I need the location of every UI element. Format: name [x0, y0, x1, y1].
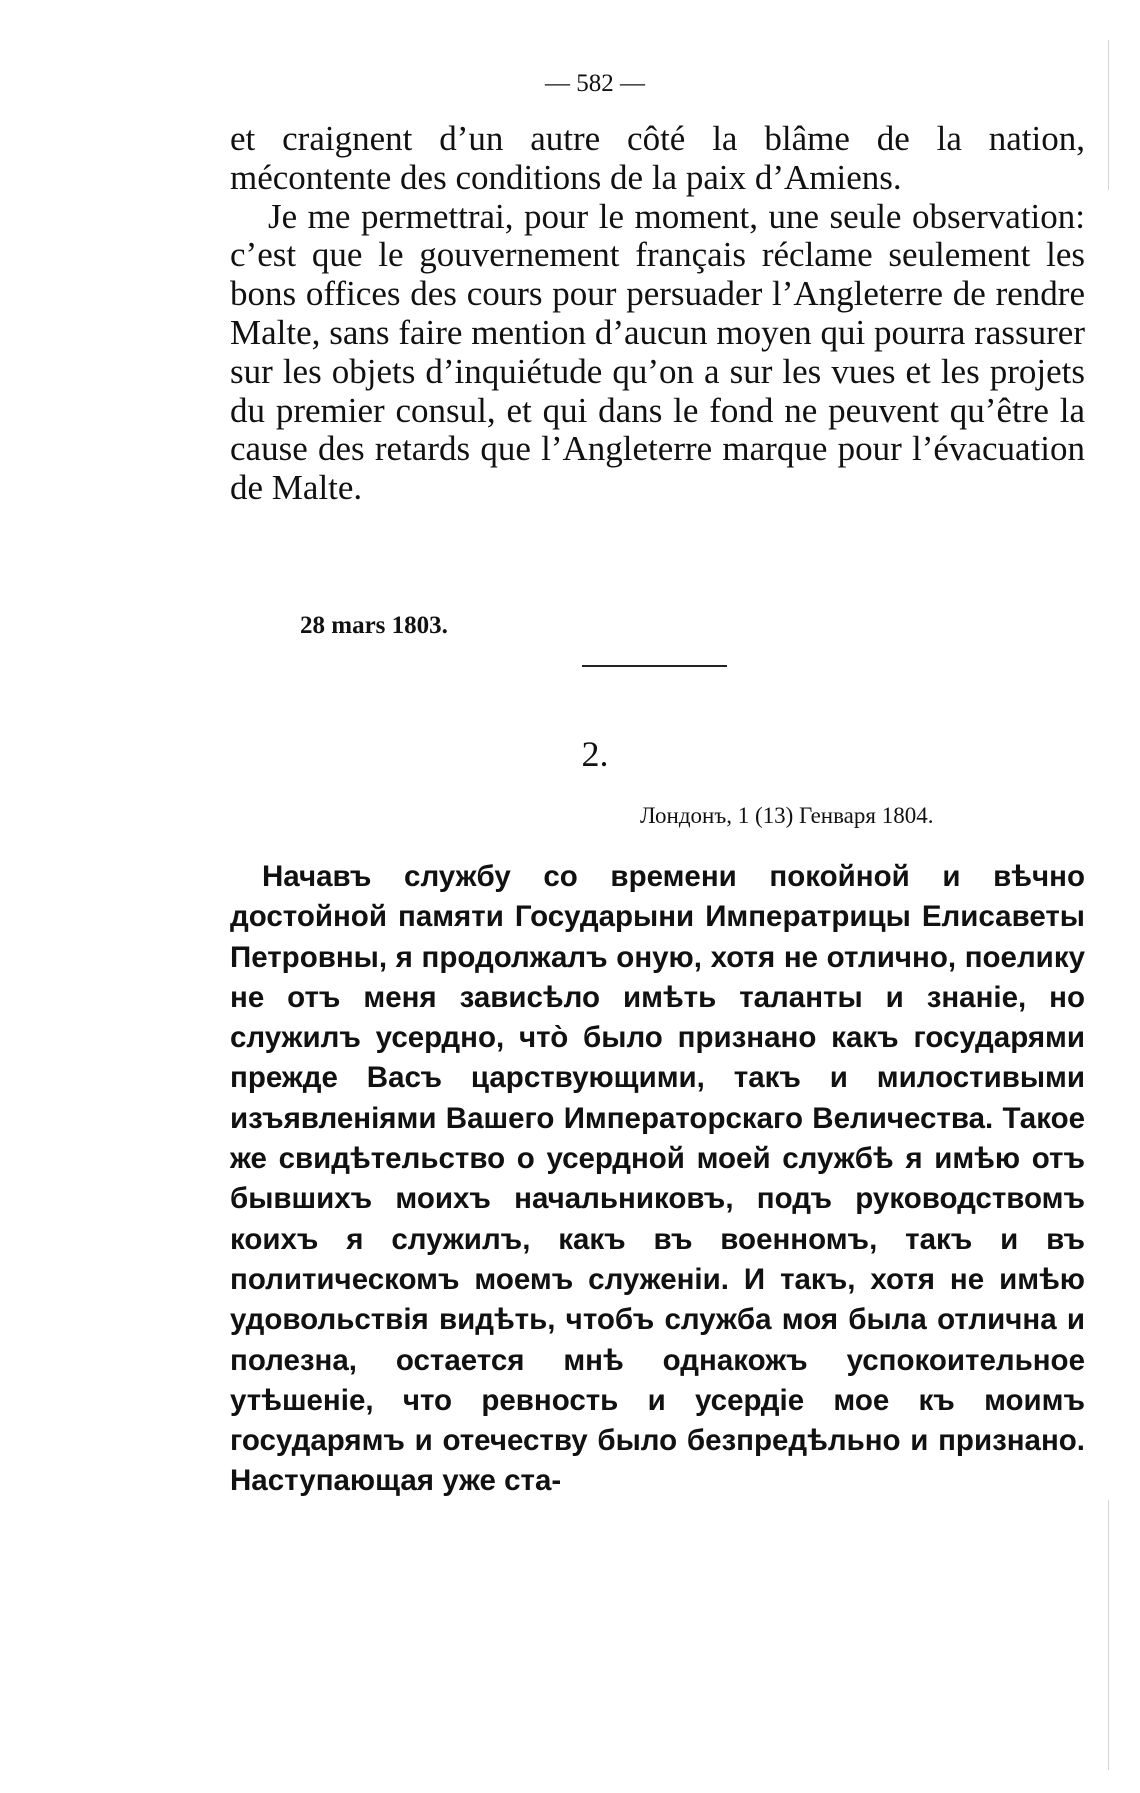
french-paragraph-1: et craignent d’un autre côté la blâme de la nation, mécontente des conditions de la paix d’Amiens.: [230, 119, 1085, 197]
russian-letter-paragraph: Начавъ службу со времени покойной и вѣчно достойной памяти Государыни Императрицы Елисаветы Петровны, я продолжалъ оную, хотя не отлично, поелику не отъ меня зависѣло имѣть таланты и знаніе, но служилъ усердно, что̀ было признано какъ государями прежде Васъ царствующими, такъ и милостивыми изъявленіями Вашего Императорскаго Величества. Такое же свидѣтельство о усердной моей службѣ я имѣю отъ бывшихъ моихъ начальниковъ, подъ руководствомъ коихъ я служилъ, какъ въ военномъ, такъ и въ политическомъ моемъ служеніи. И такъ, хотя не имѣю удовольствія видѣть, чтобъ служба моя была отлична и полезна, остается мнѣ однакожъ успокоительное утѣшеніе, что ревность и усердіе мое къ моимъ государямъ и отечеству было безпредѣльно и признано. Наступающая уже ста-: [230, 860, 1085, 1498]
russian-letter-dateline: Лондонъ, 1 (13) Генваря 1804.: [640, 803, 934, 828]
section-number: 2.: [581, 734, 609, 774]
french-letter-text: [230, 120, 1085, 508]
french-letter-date: 28 mars 1803.: [300, 612, 448, 639]
page-number: — 582 —: [545, 70, 645, 97]
page-margin-line: [1108, 1500, 1109, 1770]
section-divider: [582, 665, 727, 667]
french-paragraph-2: Je me permettrai, pour le moment, une seule observation: c’est que le gouvernement français réclame seulement les bons offices des cours pour persuader l’Angleterre de rendre Malte, sans faire mention d’aucun moyen qui pourra rassurer sur les objets d’inquiétude qu’on a sur les vues et les projets du premier consul, et qui dans le fond ne peuvent qu’être la cause des retards que l’Angleterre marque pour l’évacuation de Malte.: [230, 196, 1085, 508]
page-margin-line: [1108, 40, 1109, 190]
